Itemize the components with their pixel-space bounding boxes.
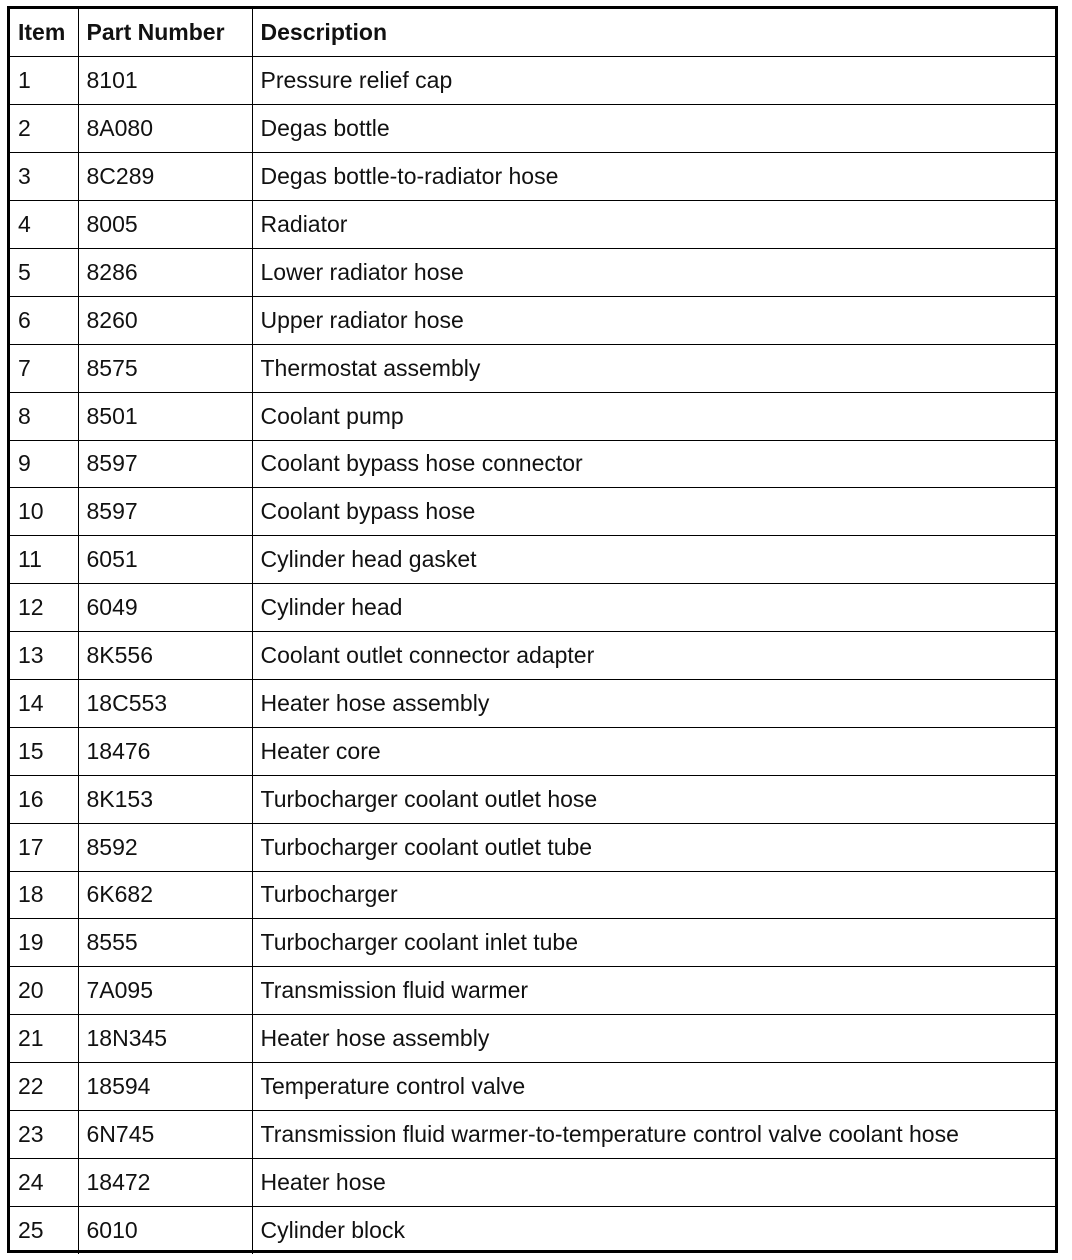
table-row — [10, 440, 1055, 488]
cell-part-number: 8575 — [78, 344, 252, 392]
table-row — [10, 1206, 1055, 1254]
table-row — [10, 775, 1055, 823]
cell-item: 19 — [10, 919, 78, 967]
table-row — [10, 871, 1055, 919]
cell-description: Degas bottle-to-radiator hose — [252, 153, 1055, 201]
table-row — [10, 344, 1055, 392]
table-row — [10, 488, 1055, 536]
table-row — [10, 248, 1055, 296]
table-row — [10, 57, 1055, 105]
table-row — [10, 201, 1055, 249]
cell-part-number: 8597 — [78, 488, 252, 536]
cell-description: Turbocharger coolant outlet hose — [252, 775, 1055, 823]
cell-description: Heater hose — [252, 1158, 1055, 1206]
header-item: Item — [10, 9, 78, 57]
table-row — [10, 727, 1055, 775]
cell-item: 7 — [10, 344, 78, 392]
table-row — [10, 1158, 1055, 1206]
cell-part-number: 6K682 — [78, 871, 252, 919]
cell-part-number: 18472 — [78, 1158, 252, 1206]
cell-item: 14 — [10, 679, 78, 727]
cell-item: 3 — [10, 153, 78, 201]
table-row — [10, 1063, 1055, 1111]
cell-item: 13 — [10, 632, 78, 680]
cell-item: 15 — [10, 727, 78, 775]
cell-part-number: 8501 — [78, 392, 252, 440]
cell-item: 11 — [10, 536, 78, 584]
cell-description: Radiator — [252, 201, 1055, 249]
cell-item: 8 — [10, 392, 78, 440]
header-row — [10, 9, 1055, 57]
table-row — [10, 1015, 1055, 1063]
cell-item: 10 — [10, 488, 78, 536]
cell-item: 12 — [10, 584, 78, 632]
cell-part-number: 8K153 — [78, 775, 252, 823]
table-row — [10, 536, 1055, 584]
cell-item: 17 — [10, 823, 78, 871]
cell-item: 20 — [10, 967, 78, 1015]
cell-description: Upper radiator hose — [252, 296, 1055, 344]
parts-table — [10, 9, 1055, 1254]
cell-part-number: 8286 — [78, 248, 252, 296]
cell-description: Heater core — [252, 727, 1055, 775]
cell-description: Degas bottle — [252, 105, 1055, 153]
cell-part-number: 8555 — [78, 919, 252, 967]
cell-part-number: 18476 — [78, 727, 252, 775]
cell-description: Heater hose assembly — [252, 1015, 1055, 1063]
cell-description: Lower radiator hose — [252, 248, 1055, 296]
cell-description: Cylinder block — [252, 1206, 1055, 1254]
cell-part-number: 6051 — [78, 536, 252, 584]
cell-part-number: 8C289 — [78, 153, 252, 201]
cell-part-number: 7A095 — [78, 967, 252, 1015]
cell-item: 1 — [10, 57, 78, 105]
cell-item: 25 — [10, 1206, 78, 1254]
cell-item: 9 — [10, 440, 78, 488]
cell-description: Turbocharger coolant inlet tube — [252, 919, 1055, 967]
cell-part-number: 8592 — [78, 823, 252, 871]
cell-description: Turbocharger — [252, 871, 1055, 919]
cell-item: 23 — [10, 1110, 78, 1158]
cell-item: 16 — [10, 775, 78, 823]
table-body — [10, 57, 1055, 1254]
cell-description: Cylinder head gasket — [252, 536, 1055, 584]
cell-part-number: 8005 — [78, 201, 252, 249]
cell-description: Coolant bypass hose — [252, 488, 1055, 536]
cell-part-number: 6049 — [78, 584, 252, 632]
cell-part-number: 18C553 — [78, 679, 252, 727]
cell-part-number: 8K556 — [78, 632, 252, 680]
cell-item: 6 — [10, 296, 78, 344]
cell-part-number: 6010 — [78, 1206, 252, 1254]
cell-item: 4 — [10, 201, 78, 249]
cell-description: Transmission fluid warmer-to-temperature control valve coolant hose — [252, 1110, 1055, 1158]
cell-part-number: 6N745 — [78, 1110, 252, 1158]
cell-description: Turbocharger coolant outlet tube — [252, 823, 1055, 871]
cell-item: 24 — [10, 1158, 78, 1206]
table-row — [10, 105, 1055, 153]
table-row — [10, 296, 1055, 344]
table-row — [10, 632, 1055, 680]
cell-part-number: 18594 — [78, 1063, 252, 1111]
cell-item: 22 — [10, 1063, 78, 1111]
cell-part-number: 18N345 — [78, 1015, 252, 1063]
cell-item: 2 — [10, 105, 78, 153]
header-description: Description — [252, 9, 1055, 57]
cell-description: Coolant bypass hose connector — [252, 440, 1055, 488]
cell-item: 21 — [10, 1015, 78, 1063]
parts-table-container — [7, 6, 1058, 1253]
cell-description: Cylinder head — [252, 584, 1055, 632]
cell-description: Coolant pump — [252, 392, 1055, 440]
table-row — [10, 584, 1055, 632]
cell-description: Thermostat assembly — [252, 344, 1055, 392]
cell-part-number: 8260 — [78, 296, 252, 344]
header-part-number: Part Number — [78, 9, 252, 57]
cell-description: Coolant outlet connector adapter — [252, 632, 1055, 680]
cell-part-number: 8A080 — [78, 105, 252, 153]
table-row — [10, 967, 1055, 1015]
cell-description: Pressure relief cap — [252, 57, 1055, 105]
cell-description: Heater hose assembly — [252, 679, 1055, 727]
table-row — [10, 153, 1055, 201]
cell-description: Temperature control valve — [252, 1063, 1055, 1111]
table-row — [10, 392, 1055, 440]
table-row — [10, 679, 1055, 727]
table-row — [10, 919, 1055, 967]
cell-description: Transmission fluid warmer — [252, 967, 1055, 1015]
cell-item: 5 — [10, 248, 78, 296]
table-row — [10, 1110, 1055, 1158]
cell-part-number: 8101 — [78, 57, 252, 105]
table-row — [10, 823, 1055, 871]
cell-item: 18 — [10, 871, 78, 919]
cell-part-number: 8597 — [78, 440, 252, 488]
